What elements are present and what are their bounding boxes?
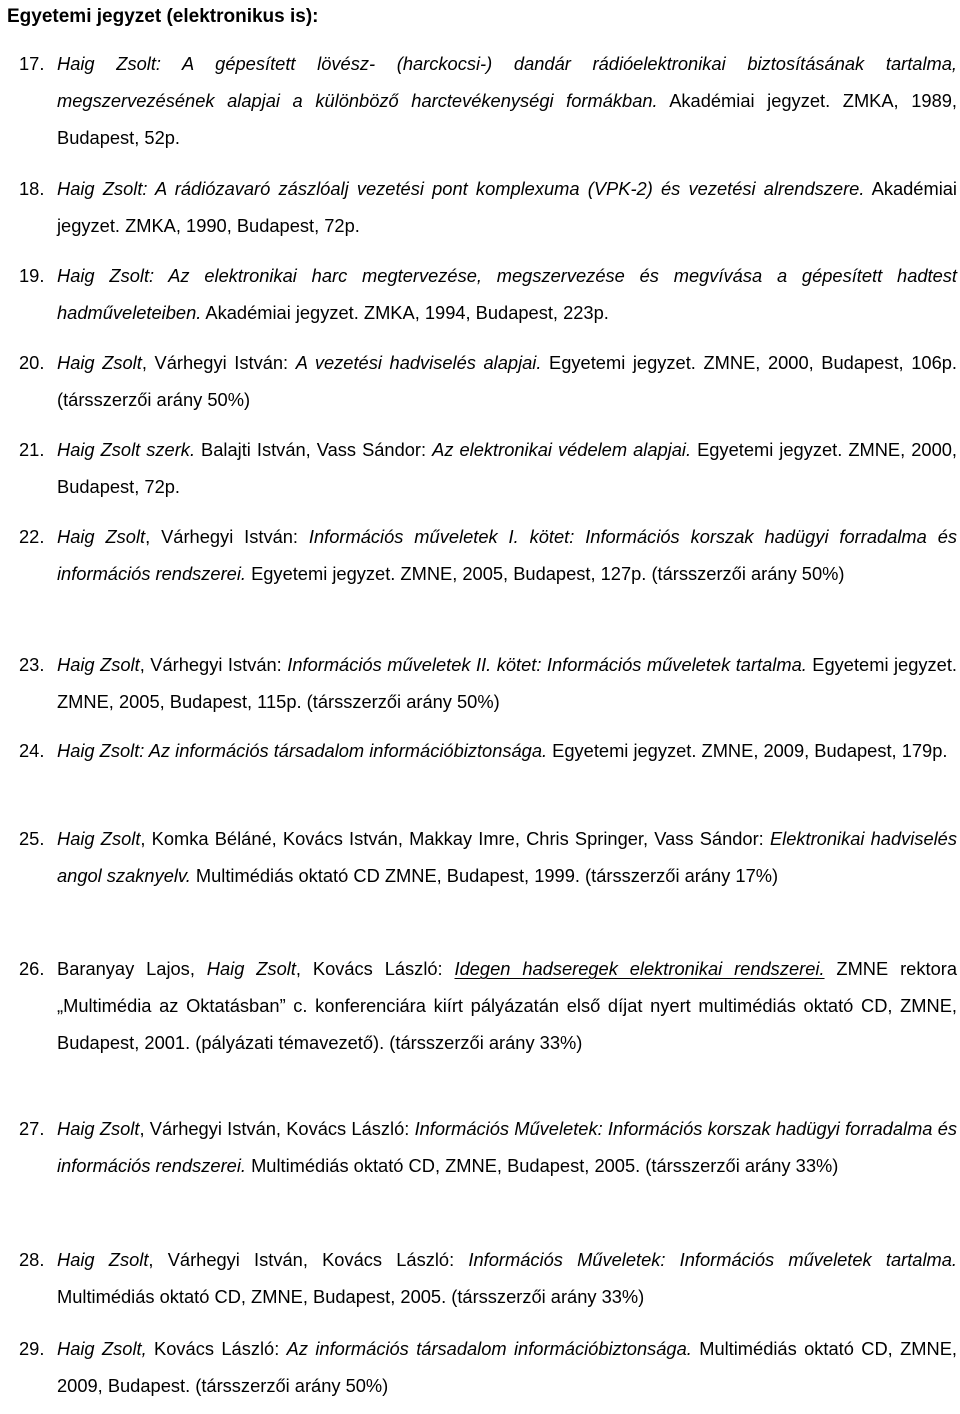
entry-title-text: Információs műveletek II. kötet: Információs műveletek tartalma.	[287, 654, 807, 675]
section-heading: Egyetemi jegyzet (elektronikus is):	[7, 6, 319, 27]
entry-title-text: Haig Zsolt	[206, 958, 296, 979]
entry-title-text: Haig Zsolt	[57, 1118, 140, 1139]
entry-text	[57, 257, 957, 331]
entry-text	[57, 344, 957, 418]
entry-publication-text: Egyetemi jegyzet. ZMNE, 2005, Budapest, 115p. (társszerzői arány 50%)	[57, 654, 958, 712]
entry-text	[57, 950, 957, 1061]
entry-number: 24.	[19, 740, 45, 761]
entry-title-text: Információs Műveletek: Információs korszak hadügyi forradalma és információs rendszerei.	[57, 1118, 958, 1176]
entry-title-text: Haig Zsolt	[57, 654, 140, 675]
entry-publication-text: , Várhegyi István:	[141, 352, 296, 373]
entry-publication-text: , Várhegyi István:	[145, 526, 309, 547]
entry-title-text: Haig Zsolt,	[57, 1338, 147, 1359]
entry-text	[57, 1241, 957, 1315]
entry-text	[57, 732, 957, 769]
entry-text	[57, 1110, 957, 1184]
entry-title-text: Haig Zsolt szerk.	[57, 439, 196, 460]
entry-title-text: Haig Zsolt	[57, 1249, 149, 1270]
entry-text	[57, 170, 957, 244]
entry-number: 22.	[19, 526, 45, 547]
entry-publication-text: Multimédiás oktató CD, ZMNE, 2009, Budapest. (társszerzői arány 50%)	[57, 1338, 958, 1396]
entry-number: 27.	[19, 1118, 45, 1139]
entry-number: 28.	[19, 1249, 45, 1270]
entry-publication-text: Multimédiás oktató CD, ZMNE, Budapest, 2005. (társszerzői arány 33%)	[245, 1155, 839, 1176]
entry-publication-text: Akadémiai jegyzet. ZMKA, 1990, Budapest, 72p.	[57, 178, 957, 236]
entry-publication-text: ZMNE rektora „Multimédia az Oktatásban” c. konferenciára kiírt pályázatán első díjat nyert multimédiás oktató CD, ZMNE, Budapest, 2001. (pályázati témavezető). (társszerzői arány 33%)	[57, 958, 957, 1053]
entry-title-text: A vezetési hadviselés alapjai.	[295, 352, 542, 373]
entry-title-text: Az elektronikai védelem alapjai.	[432, 439, 692, 460]
entry-publication-text: Egyetemi jegyzet. ZMNE, 2005, Budapest, 127p. (társszerzői arány 50%)	[245, 563, 845, 584]
entry-publication-text: , Kovács László:	[295, 958, 455, 979]
entry-publication-text: Egyetemi jegyzet. ZMNE, 2000, Budapest, 72p.	[57, 439, 957, 497]
entry-publication-text: , Komka Béláné, Kovács István, Makkay Imre, Chris Springer, Vass Sándor:	[140, 828, 770, 849]
entry-publication-text: Multimédiás oktató CD, ZMNE, Budapest, 2005. (társszerzői arány 33%)	[57, 1286, 645, 1307]
entry-title-text: Haig Zsolt	[57, 828, 141, 849]
entry-text	[57, 431, 957, 505]
entry-publication-text: Akadémiai jegyzet. ZMKA, 1989, Budapest, 52p.	[57, 90, 957, 148]
entry-publication-text: Kovács László:	[146, 1338, 287, 1359]
entry-text	[57, 820, 957, 894]
entry-publication-text: , Várhegyi István, Kovács László:	[139, 1118, 415, 1139]
entry-number: 17.	[19, 53, 45, 74]
entry-title-text: Haig Zsolt: Az információs társadalom információbiztonsága.	[57, 740, 548, 761]
entry-text	[57, 1330, 957, 1404]
entry-number: 26.	[19, 958, 45, 979]
entry-publication-text: Akadémiai jegyzet. ZMKA, 1994, Budapest, 223p.	[201, 302, 609, 323]
entry-title-text: Idegen hadseregek elektronikai rendszerei.	[454, 958, 825, 979]
entry-number: 18.	[19, 178, 45, 199]
entry-text	[57, 646, 957, 720]
entry-number: 23.	[19, 654, 45, 675]
entry-publication-text: Egyetemi jegyzet. ZMNE, 2000, Budapest, 106p. (társszerzői arány 50%)	[57, 352, 957, 410]
entry-title-text: Haig Zsolt	[57, 352, 142, 373]
entry-publication-text: Balajti István, Vass Sándor:	[195, 439, 433, 460]
entry-title-text: Információs műveletek I. kötet: Információs korszak hadügyi forradalma és információs rendszerei.	[57, 526, 957, 584]
entry-publication-text: Baranyay Lajos,	[57, 958, 207, 979]
entry-title-text: Az információs társadalom információbiztonsága.	[286, 1338, 692, 1359]
entry-number: 29.	[19, 1338, 45, 1359]
entry-title-text: Haig Zsolt: A rádiózavaró zászlóalj vezetési pont komplexuma (VPK-2) és vezetési alrendszere.	[57, 178, 865, 199]
entry-text	[57, 45, 957, 156]
entry-title-text: Elektronikai hadviselés angol szaknyelv.	[57, 828, 957, 886]
entry-title-text: Haig Zsolt: A gépesített lövész- (harckocsi-) dandár rádióelektronikai biztosításának tartalma, megszervezésének alapjai a különböző harctevékenységi formákban.	[57, 53, 957, 111]
entry-number: 21.	[19, 439, 45, 460]
entry-number: 25.	[19, 828, 45, 849]
entry-publication-text: Multimédiás oktató CD ZMNE, Budapest, 1999. (társszerzői arány 17%)	[190, 865, 779, 886]
entry-number: 19.	[19, 265, 45, 286]
entry-title-text: Haig Zsolt: Az elektronikai harc megtervezése, megszervezése és megvívása a gépesített hadtest hadműveleteiben.	[57, 265, 957, 323]
entry-publication-text: , Várhegyi István:	[139, 654, 288, 675]
entry-number: 20.	[19, 352, 45, 373]
entry-title-text: Információs Műveletek: Információs műveletek tartalma.	[468, 1249, 957, 1270]
entry-publication-text: Egyetemi jegyzet. ZMNE, 2009, Budapest, 179p.	[547, 740, 948, 761]
entry-text	[57, 518, 957, 592]
entry-publication-text: , Várhegyi István, Kovács László:	[148, 1249, 469, 1270]
entry-title-text: Haig Zsolt	[57, 526, 146, 547]
